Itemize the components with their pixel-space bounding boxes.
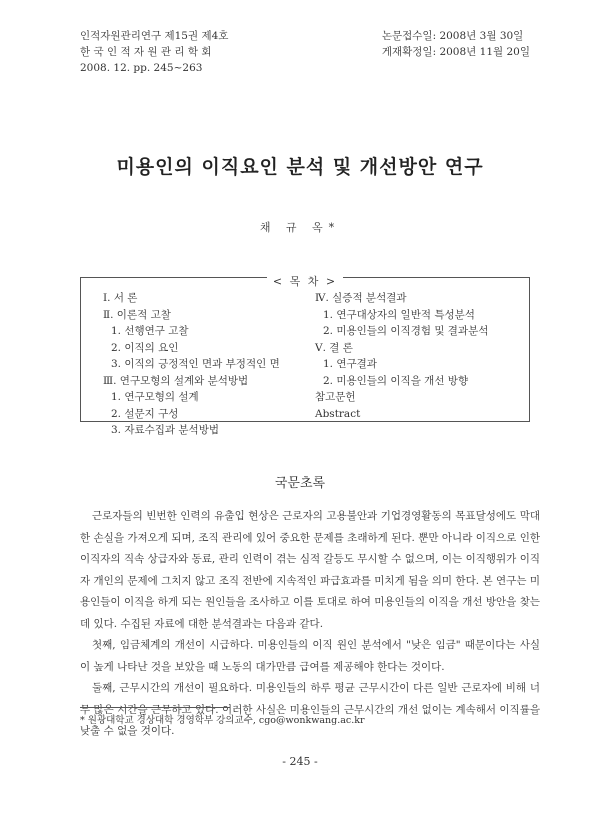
- table-of-contents: [80, 275, 530, 436]
- footnote-divider: [80, 707, 230, 708]
- received-date: 논문접수일: 2008년 3월 30일: [381, 30, 524, 42]
- abstract-paragraph: 둘째, 근무시간의 개선이 필요하다. 미용인들의 하루 평균 근무시간이 다른 일반 근로자에 비해 너무 많은 시간을 근무하고 있다. 이러한 사실은 미용인들의 근무시간의 개선 없이는 계속해서 이직률을 낮출 수 없을 것이다.: [80, 682, 540, 737]
- toc-entry: 1. 연구모형의 설계: [111, 391, 199, 403]
- accepted-date: 게재확정일: 2008년 11월 20일: [381, 46, 530, 58]
- toc-entry: Ⅰ. 서 론: [103, 292, 138, 304]
- abstract-heading: 국문초록: [274, 476, 326, 491]
- toc-entry: 참고문헌: [315, 391, 356, 403]
- toc-entry: 1. 연구결과: [323, 358, 377, 370]
- page-number: - 245 -: [282, 755, 318, 768]
- toc-left-column: [103, 290, 280, 439]
- toc-entry: Abstract: [315, 407, 361, 420]
- toc-entry: 1. 연구대상자의 일반적 특성분석: [323, 308, 475, 321]
- journal-volume: 인적자원관리연구 제15권 제4호: [80, 30, 229, 42]
- journal-info: [80, 28, 228, 76]
- author-footnote: * 원광대학교 경상대학 경영학부 강의교수, cgo@wonkwang.ac.kr: [80, 715, 365, 726]
- toc-entry: 2. 이직의 요인: [111, 341, 179, 354]
- toc-entry: Ⅱ. 이론적 고찰: [103, 308, 171, 321]
- toc-entry: 2. 미용인들의 이직경험 및 결과분석: [323, 325, 489, 337]
- submission-dates: [382, 28, 530, 60]
- toc-entry: 3. 자료수집과 분석방법: [111, 424, 219, 436]
- toc-entry: 1. 선행연구 고찰: [111, 325, 189, 337]
- abstract-paragraph: 첫째, 임금체계의 개선이 시급하다. 미용인들의 이직 원인 분석에서 "낮은 임금" 때문이다는 사실이 높게 나타난 것을 보았을 때 노동의 대가만큼 급여를 제공해야 한다는 것이다.: [80, 639, 540, 673]
- journal-society: 한 국 인 적 자 원 관 리 학 회: [80, 46, 212, 58]
- toc-entry: Ⅲ. 연구모형의 설계와 분석방법: [103, 374, 249, 387]
- toc-heading: < 목 차 >: [81, 270, 529, 289]
- toc-entry: Ⅴ. 결 론: [315, 341, 353, 354]
- toc-entry: Ⅳ. 실증적 분석결과: [315, 292, 407, 304]
- toc-entry: 2. 설문지 구성: [111, 407, 179, 420]
- abstract-paragraph: 근로자들의 빈번한 인력의 유출입 현상은 근로자의 고용불안과 기업경영활동의 목표달성에도 막대한 손실을 가져오게 되며, 조직 관리에 있어 중요한 문제를 초래하게 된다. 뿐만 아니라 이직으로 인한 이직자의 직속 상급자와 동료, 관리 인력이 겪는 심적 갈등도 무시할 수 없으며, 이는 이직행위가 이직 자 개인의 문제에 그치지 않고 조직 전반에 지속적인 파급효과를 미치게 됨을 의미 한다. 본 연구는 미용인들이 이직을 하게 되는 원인들을 조사하고 이를 토대로 하여 미용인들의 이직을 개선 방안을 찾는데 있다. 수집된 자료에 대한 분석결과는 다음과 같다.: [80, 510, 540, 630]
- paper-title: 미용인의 이직요인 분석 및 개선방안 연구: [116, 156, 484, 178]
- toc-entry: 2. 미용인들의 이직을 개선 방향: [323, 374, 469, 387]
- paper-author: 채 규 옥*: [259, 221, 341, 234]
- journal-pages: 2008. 12. pp. 245~263: [80, 62, 203, 74]
- toc-right-column: [315, 290, 488, 422]
- toc-entry: 3. 이직의 긍정적인 면과 부정적인 면: [111, 358, 280, 370]
